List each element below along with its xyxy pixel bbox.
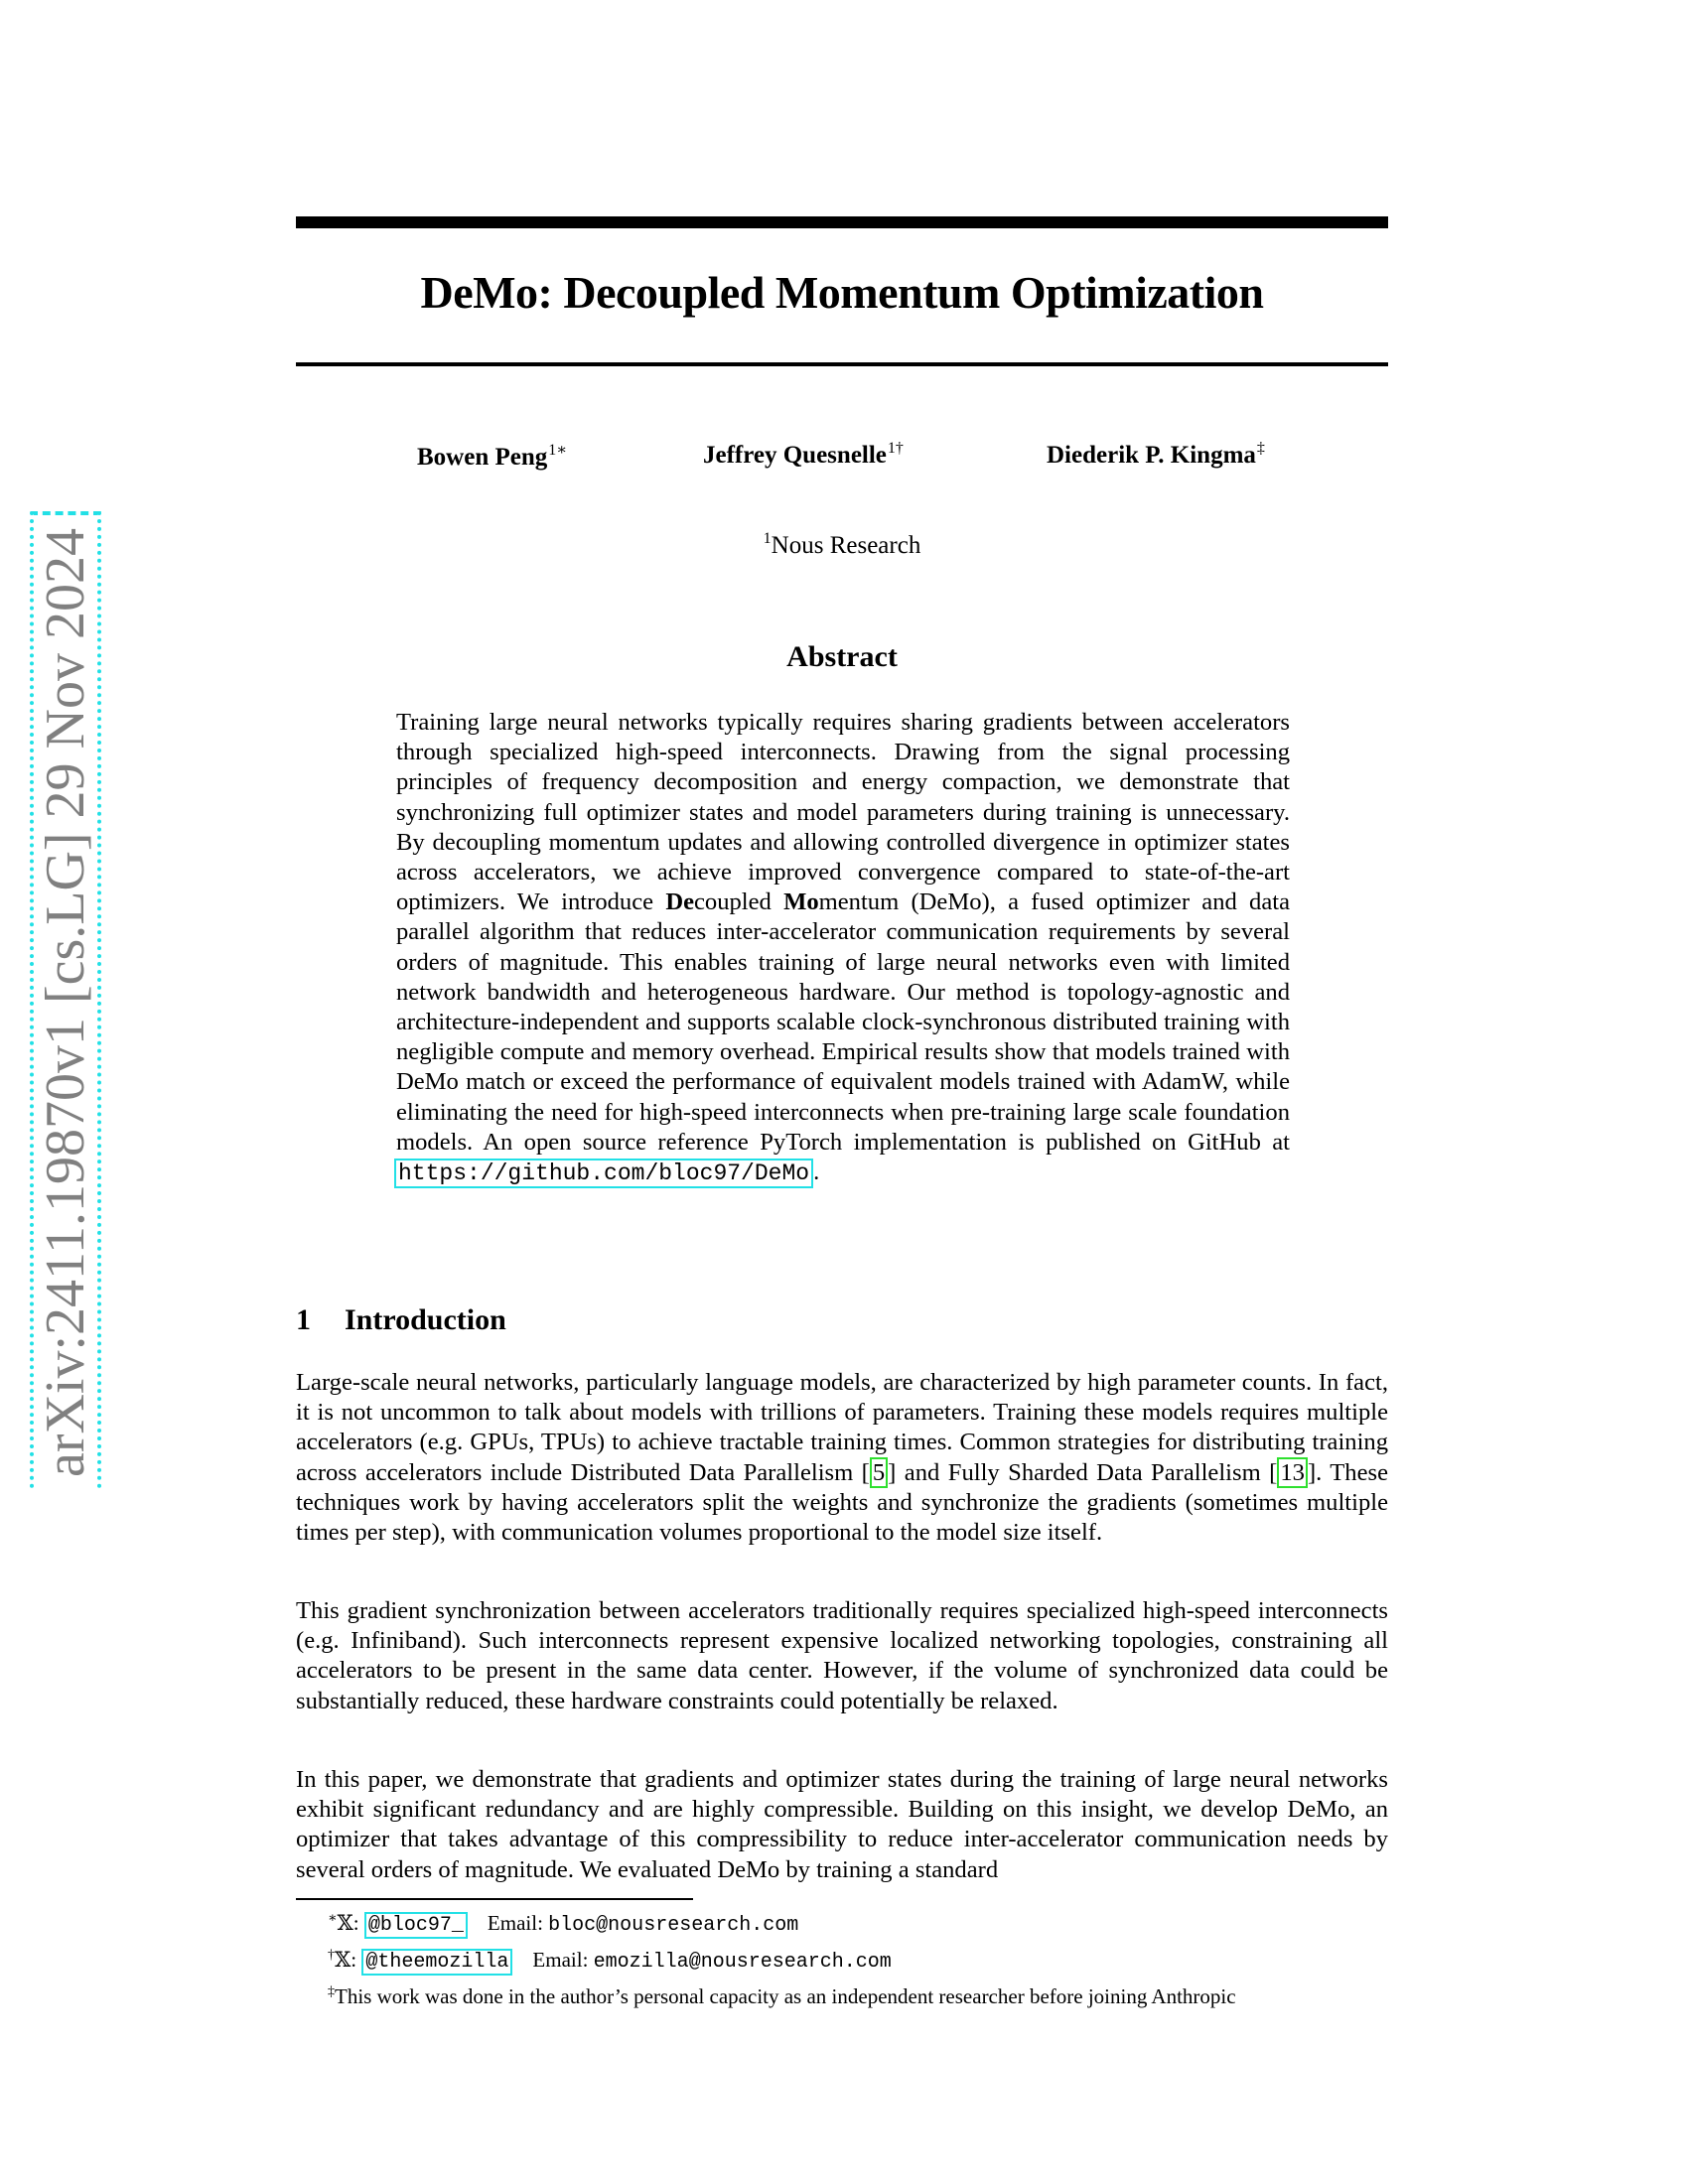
footnote-mark: ∗ bbox=[328, 1911, 338, 1926]
paragraph-text: ] and Fully Sharded Data Parallelism [ bbox=[888, 1458, 1278, 1486]
affiliation-name: Nous Research bbox=[771, 532, 921, 559]
abstract-bold-de: De bbox=[665, 888, 694, 916]
abstract-text: Training large neural networks typically requires sharing gradients between accelerators through specialized high-speed interconnects. Drawing from the signal processing principles of frequency decomposition and energy compaction, we demonstrate that synchronizing full optimizer states and model parameters during training is unnecessary. By decoupling momentum updates and allowing controlled divergence in optimizer states across accelerators, we achieve improved convergence compared to state-of-the-art optimizers. We introduce bbox=[396, 709, 1290, 916]
x-logo-icon: 𝕏: bbox=[337, 1911, 364, 1935]
body-paragraph: In this paper, we demonstrate that gradients and optimizer states during the training of large neural networks exhibit significant redundancy and are highly compressible. Building on this insight, we develop DeMo, an optimizer that takes advantage of this compressibility to reduce inter-accelerator communication needs by several orders of magnitude. We evaluated DeMo by training a standard bbox=[296, 1766, 1388, 1883]
x-handle-link[interactable]: @bloc97_ bbox=[364, 1912, 468, 1939]
abstract-heading: Abstract bbox=[786, 640, 898, 673]
author bbox=[417, 440, 567, 472]
footnotes bbox=[328, 1904, 1390, 2011]
footnote-mark: † bbox=[328, 1948, 335, 1963]
footnote bbox=[328, 1978, 1390, 2011]
body-paragraph bbox=[296, 1368, 1388, 1548]
email-address: bloc@nousresearch.com bbox=[548, 1914, 799, 1937]
body-paragraph: This gradient synchronization between accelerators traditionally requires specialized high-speed interconnects (e.g. Infiniband). Such interconnects represent expensive localized networking topologies, constraining all accelerators to be present in the same data center. However, if the volume of synchronized data could be substantially reduced, these hardware constraints could potentially be relaxed. bbox=[296, 1597, 1388, 1714]
title-bottom-rule bbox=[296, 362, 1388, 366]
author-marks: 1∗ bbox=[548, 442, 568, 459]
citation-link[interactable]: 13 bbox=[1277, 1457, 1308, 1488]
title-top-rule bbox=[296, 216, 1388, 228]
footnote-text: This work was done in the author’s personal capacity as an independent researcher before joining Anthropic bbox=[335, 1984, 1236, 2008]
author-name: Bowen Peng bbox=[417, 444, 548, 471]
abstract-trailing: . bbox=[813, 1159, 820, 1186]
author-name: Diederik P. Kingma bbox=[1047, 442, 1256, 469]
x-logo-icon: 𝕏: bbox=[335, 1948, 362, 1972]
email-address: emozilla@nousresearch.com bbox=[593, 1951, 892, 1974]
abstract-bold-mo: Mo bbox=[783, 888, 819, 916]
author bbox=[703, 440, 904, 470]
author-marks: ‡ bbox=[1256, 440, 1265, 457]
author-marks: 1† bbox=[887, 440, 904, 457]
author-name: Jeffrey Quesnelle bbox=[703, 442, 887, 469]
footnote-mark: ‡ bbox=[328, 1984, 335, 1999]
paragraph-text: Large-scale neural networks, particularly language models, are characterized by high parameter counts. In fact, it is not uncommon to talk about models with trillions of parameters. Training these models requires multiple accelerators (e.g. GPUs, TPUs) to achieve tractable training times. Common strategies for distributing training across accelerators include Distributed Data Parallelism [ bbox=[296, 1369, 1388, 1486]
affiliation-mark: 1 bbox=[763, 530, 772, 547]
paragraph-text: ]. These techniques work by having accelerators split the weights and synchronize the gradients (sometimes multiple times per step), with communication volumes proportional to the model size itself. bbox=[296, 1458, 1389, 1547]
author bbox=[1047, 440, 1265, 470]
abstract-text: mentum (DeMo), a fused optimizer and data parallel algorithm that reduces inter-accelerator communication requirements by several orders of magnitude. This enables training of large neural networks even with limited network bandwidth and heterogeneous hardware. Our method is topology-agnostic and architecture-independent and supports scalable clock-synchronous distributed training with negligible compute and memory overhead. Empirical results show that models trained with DeMo match or exceed the performance of equivalent models trained with AdamW, while eliminating the need for high-speed interconnects when pre-training large scale foundation models. An open source reference PyTorch implementation is published on GitHub at bbox=[396, 888, 1290, 1156]
affiliation bbox=[296, 530, 1388, 560]
arxiv-identifier-stamp[interactable] bbox=[30, 511, 101, 1489]
section-number: 1 bbox=[296, 1303, 311, 1336]
x-handle-link[interactable]: @theemozilla bbox=[361, 1949, 512, 1976]
email-label: Email: bbox=[487, 1911, 549, 1935]
footnote bbox=[328, 1904, 1390, 1941]
footnote bbox=[328, 1941, 1390, 1978]
arxiv-identifier-text: arXiv:2411.19870v1 [cs.LG] 29 Nov 2024 bbox=[35, 527, 96, 1477]
paper-title: DeMo: Decoupled Momentum Optimization bbox=[420, 267, 1264, 318]
citation-link[interactable]: 5 bbox=[870, 1457, 888, 1488]
section-title: Introduction bbox=[345, 1303, 506, 1336]
section-heading-introduction bbox=[296, 1303, 506, 1337]
author-list bbox=[296, 440, 1388, 479]
github-url-link[interactable]: https://github.com/bloc97/DeMo bbox=[394, 1159, 813, 1188]
email-label: Email: bbox=[532, 1948, 594, 1972]
abstract-text: coupled bbox=[694, 888, 784, 916]
footnote-rule bbox=[296, 1898, 693, 1900]
abstract-body bbox=[396, 708, 1290, 1188]
